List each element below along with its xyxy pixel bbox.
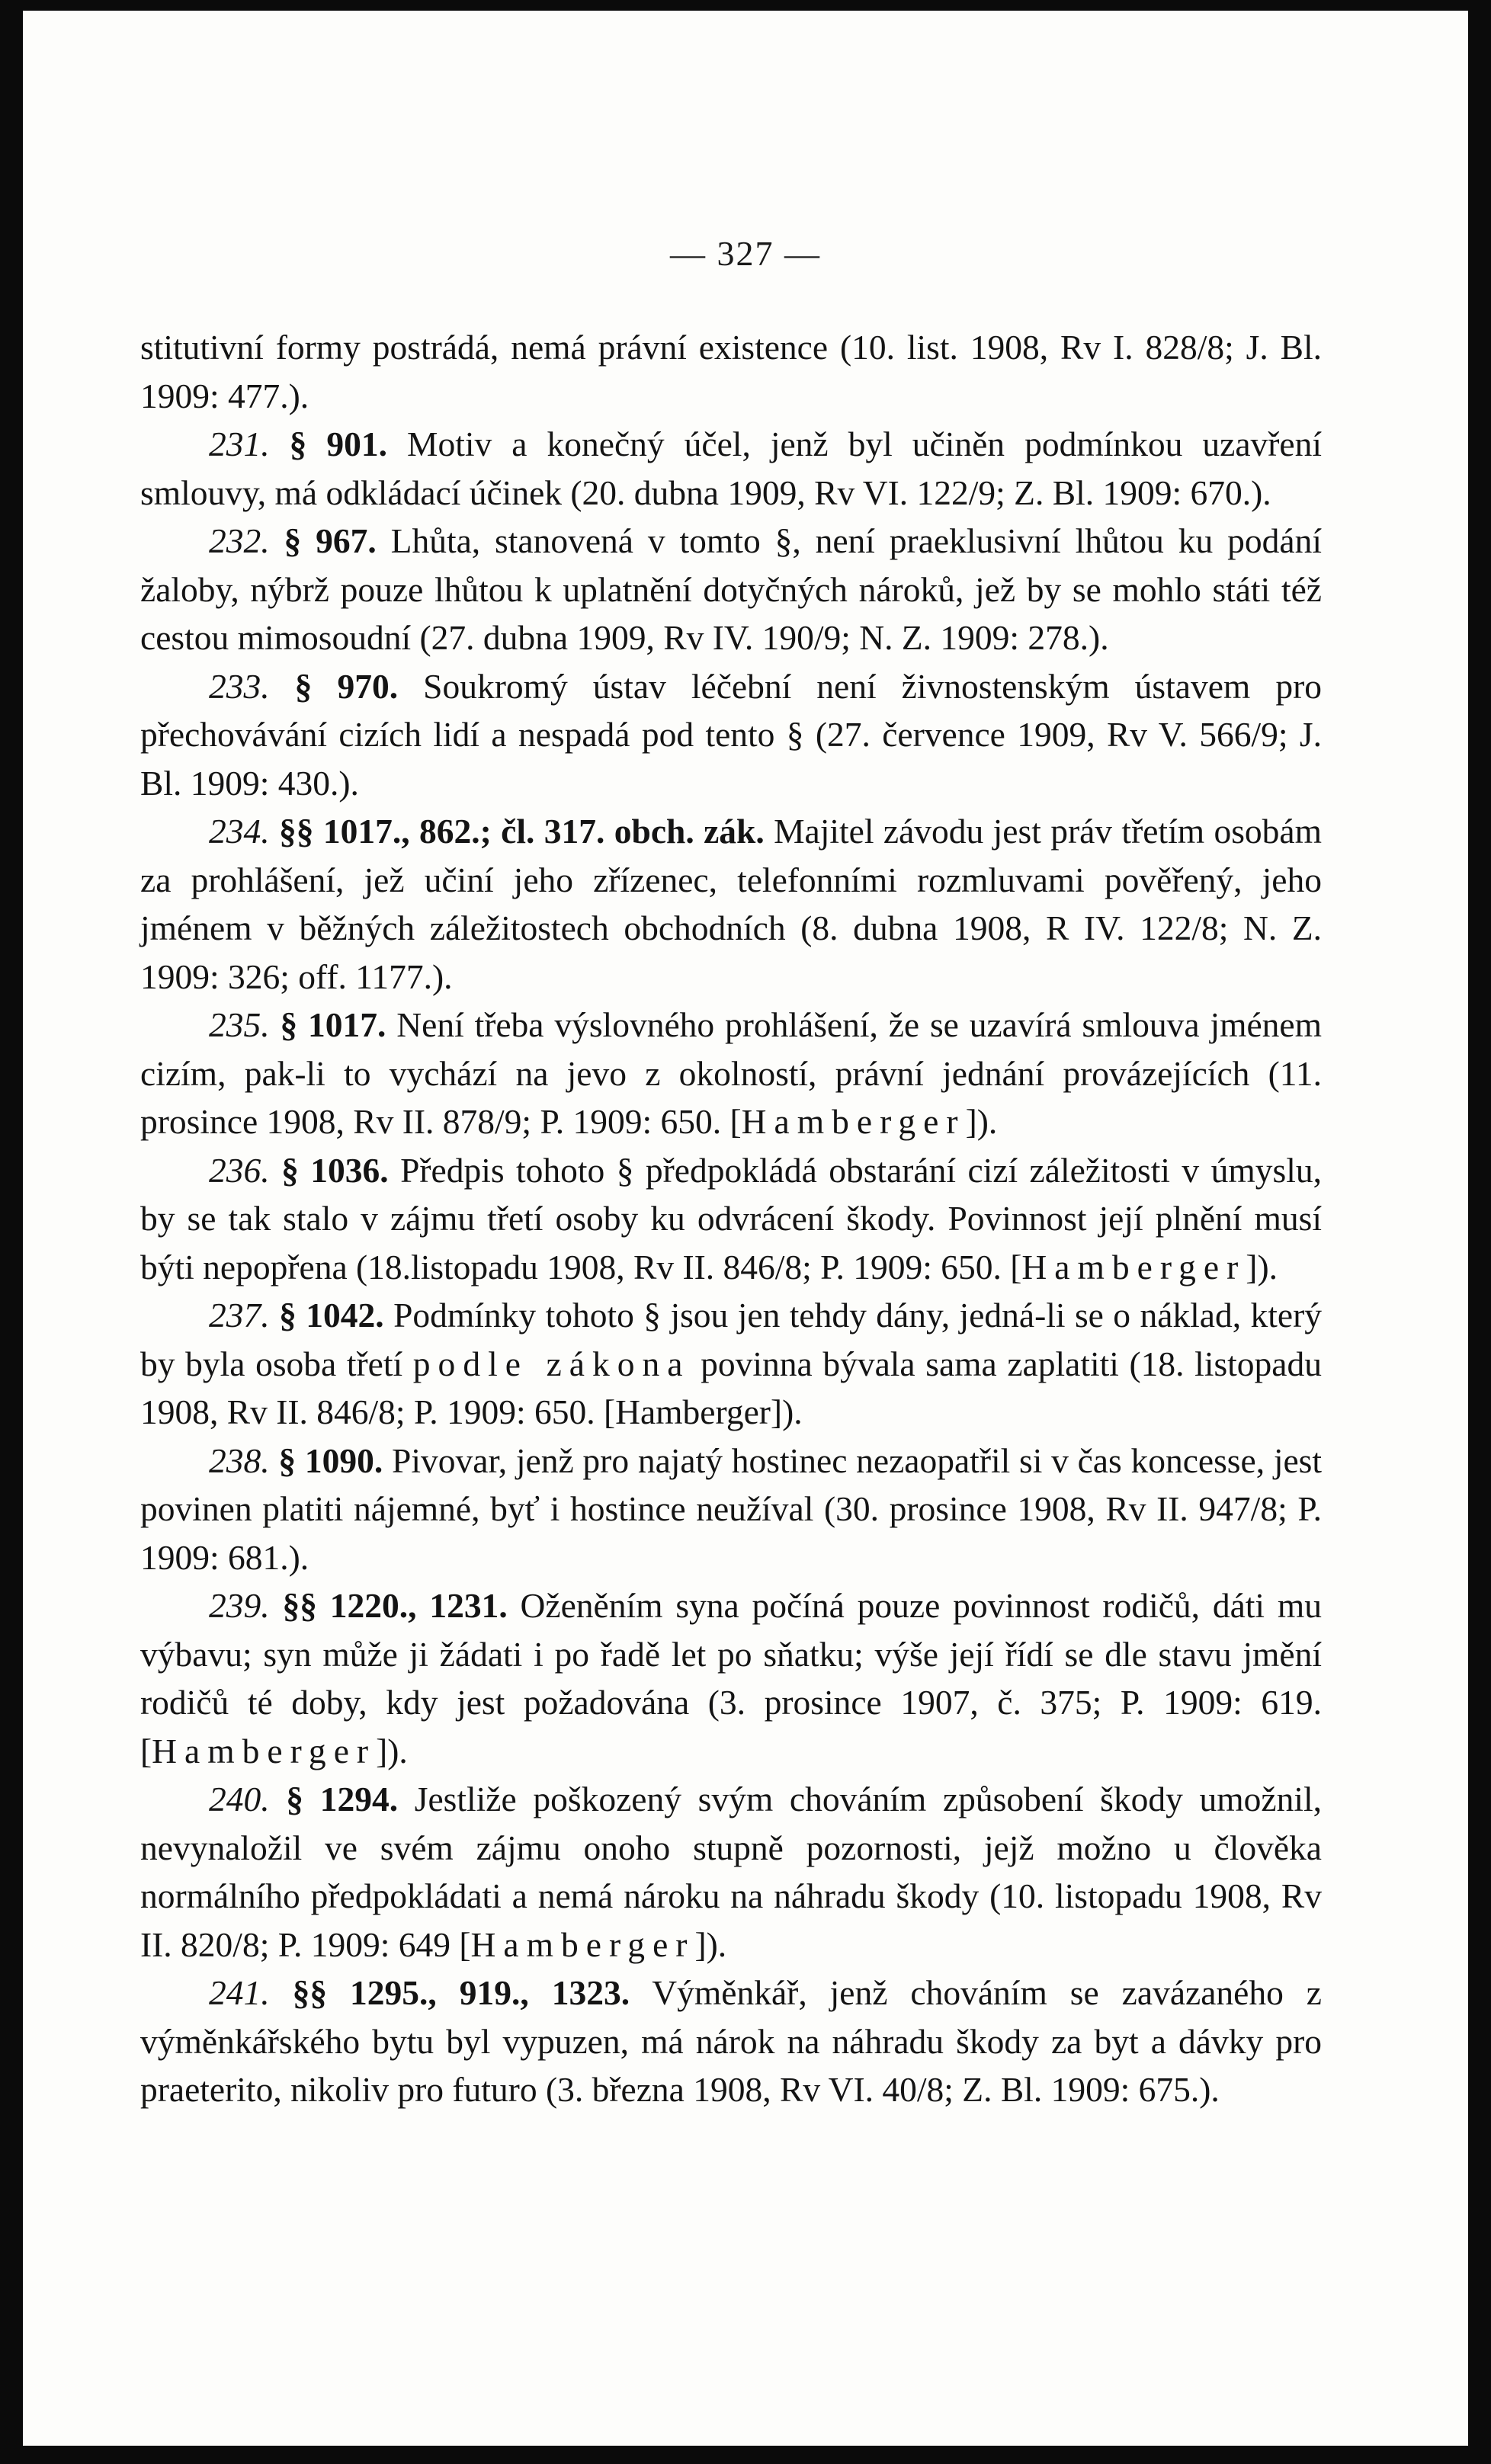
text-body [140,323,1322,2114]
entry-232: 232. § 967. Lhůta, stanovená v tomto §, není praeklusivní lhůtou ku podání žaloby, nýbrž pouze lhůtou k uplatnění dotyčných nároků, jež by se mohlo státi též cestou mimosoudní (27. dubna 1909, Rv IV. 190/9; N. Z. 1909: 278.). [140,521,1323,657]
entry-238: 238. § 1090. Pivovar, jenž pro najatý hostinec nezaopatřil si v čas koncesse, jest povinen platiti nájemné, byť i hostince neužíval (30. prosince 1908, Rv II. 947/8; P. 1909: 681.). [140,1440,1323,1577]
page-number: — 327 — [670,234,821,273]
entry-240: 240. § 1294. Jestliže poškozený svým chováním způsobení škody umožnil, nevynaložil ve svém zájmu onoho stupně pozornosti, jejž možno u člověka normálního předpokládati a nemá nároku na náhradu škody (10. listopadu 1908, Rv II. 820/8; P. 1909: 649 [Hamberger]). [140,1780,1323,1964]
document-page [23,11,1468,2446]
entry-239: 239. §§ 1220., 1231. Oženěním syna počíná pouze povinnost rodičů, dáti mu výbavu; syn může ji žádati i po řadě let po sňatku; výše její řídí se dle stavu jmění rodičů té doby, kdy jest požadována (3. prosince 1907, č. 375; P. 1909: 619. [Hamberger]). [140,1586,1323,1770]
entry-235: 235. § 1017. Není třeba výslovného prohlášení, že se uzavírá smlouva jménem cizím, pak-li to vychází na jevo z okolností, právní jednání provázejících (11. prosince 1908, Rv II. 878/9; P. 1909: 650. [Hamberger]). [140,1005,1323,1141]
entry-233: 233. § 970. Soukromý ústav léčební není živnostenským ústavem pro přechovávání cizích lidí a nespadá pod tento § (27. července 1909, Rv V. 566/9; J. Bl. 1909: 430.). [140,666,1323,803]
entry-231: 231. § 901. Motiv a konečný účel, jenž byl učiněn podmínkou uzavření smlouvy, má odkládací účinek (20. dubna 1909, Rv VI. 122/9; Z. Bl. 1909: 670.). [140,425,1322,512]
entry-237: 237. § 1042. Podmínky tohoto § jsou jen tehdy dány, jedná-li se o náklad, který by byla osoba třetí podle zákona povinna bývala sama zaplatiti (18. listopadu 1908, Rv II. 846/8; P. 1909: 650. [Hamberger]). [140,1296,1323,1431]
entry-241: 241. §§ 1295., 919., 1323. Výměnkář, jenž chováním se zavázaného z výměnkářského bytu byl vypuzen, má nárok na náhradu škody za byt a dávky pro praeterito, nikoliv pro futuro (3. března 1908, Rv VI. 40/8; Z. Bl. 1909: 675.). [140,1973,1323,2109]
intro-paragraph: stitutivní formy postrádá, nemá právní existence (10. list. 1908, Rv I. 828/8; J. Bl. 1909: 477.). [140,328,1322,415]
entry-234: 234. §§ 1017., 862.; čl. 317. obch. zák. Majitel závodu jest práv třetím osobám za prohlášení, jež učiní jeho zřízenec, telefonními rozmluvami pověřený, jeho jménem v běžných záležitostech obchodních (8. dubna 1908, R IV. 122/8; N. Z. 1909: 326; off. 1177.). [140,812,1323,996]
entry-236: 236. § 1036. Předpis tohoto § předpokládá obstarání cizí záležitosti v úmyslu, by se tak stalo v zájmu třetí osoby ku odvrácení škody. Povinnost její plnění musí býti nepopřena (18.listopadu 1908, Rv II. 846/8; P. 1909: 650. [Hamberger]). [140,1150,1322,1286]
